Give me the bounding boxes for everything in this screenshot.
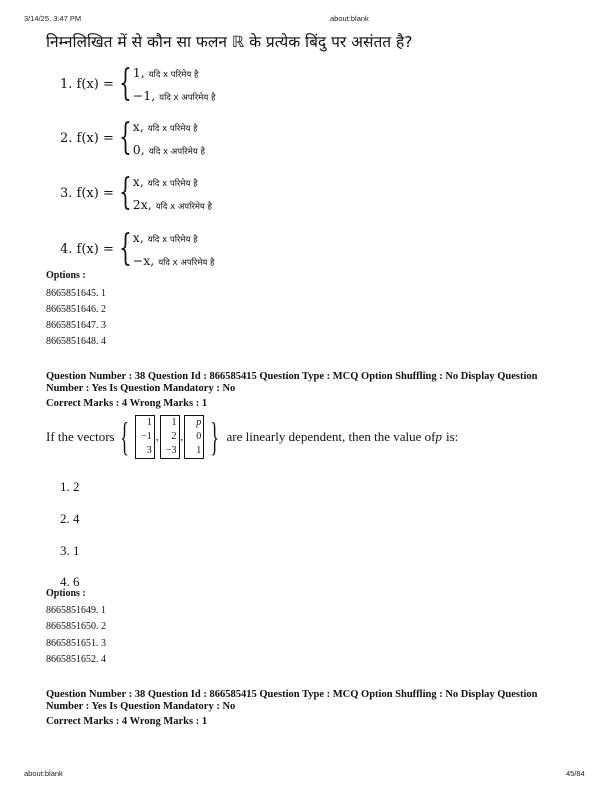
answer-choice: 2. 4 — [60, 511, 80, 526]
vector-entry: p — [196, 417, 202, 428]
vector-entry: −1 — [141, 431, 152, 442]
question-text-after: are linearly dependent, then the value of — [226, 429, 436, 444]
case-value: 1, — [132, 65, 145, 80]
option-id: 8665851645. 1 — [46, 288, 106, 299]
question-meta-line2: Number : Yes Is Question Mandatory : No — [46, 383, 236, 394]
vector-entry: 3 — [146, 445, 152, 456]
vector-3 — [184, 415, 204, 459]
case-condition: यदि x परिमेय है — [148, 70, 199, 80]
case-value: x, — [132, 230, 144, 245]
option-id: 8665851647. 3 — [46, 320, 106, 331]
case-condition: यदि x अपरिमेय है — [148, 147, 205, 157]
print-title: about:blank — [330, 14, 369, 23]
question-variable: p — [435, 429, 442, 444]
print-datetime: 3/14/25, 3:47 PM — [24, 14, 82, 23]
answer-choice: 3. 1 — [60, 543, 80, 558]
option-id: 8665851652. 4 — [46, 654, 106, 665]
question-text: If the vectors { 1 −1 3 , 1 2 −3 , p 0 1 } are linearly dependent, then the value of p is: — [46, 414, 459, 459]
question-text-before: If the vectors — [46, 429, 115, 444]
vector-2 — [160, 415, 180, 459]
vector-entry: 1 — [196, 445, 202, 456]
vector-entry: −3 — [165, 445, 177, 456]
question-marks: Correct Marks : 4 Wrong Marks : 1 — [46, 716, 208, 727]
question-meta-line1: Question Number : 38 Question Id : 866585415 Question Type : MCQ Option Shuffling : No Display Question — [46, 689, 538, 700]
function-label: 3. f(x) = — [60, 185, 114, 201]
case-condition: यदि x परिमेय है — [147, 179, 198, 189]
question-marks: Correct Marks : 4 Wrong Marks : 1 — [46, 398, 208, 409]
options-heading: Options : — [46, 270, 86, 281]
function-label: 4. f(x) = — [60, 241, 114, 257]
answer-choice: 1. 2 — [60, 479, 80, 494]
vector-entry: 1 — [171, 417, 177, 428]
function-3 — [60, 171, 212, 215]
vector-entry: 0 — [196, 431, 202, 442]
case-condition: यदि x परिमेय है — [147, 124, 198, 134]
function-1 — [60, 62, 215, 106]
option-id: 8665851650. 2 — [46, 621, 106, 632]
function-label: 1. f(x) = — [60, 76, 114, 92]
option-id: 8665851648. 4 — [46, 336, 106, 347]
question-text-end: is: — [446, 429, 459, 444]
right-brace-icon: } — [210, 414, 220, 459]
function-4 — [60, 227, 215, 271]
question-text-hindi: निम्नलिखित में से कौन सा फलन ℝ के प्रत्येक बिंदु पर असंतत है? — [46, 33, 413, 51]
option-id: 8665851651. 3 — [46, 638, 106, 649]
vector-1 — [135, 415, 155, 459]
left-brace-icon: { — [119, 414, 129, 459]
function-label: 2. f(x) = — [60, 130, 114, 146]
brace-icon: { — [119, 117, 132, 158]
case-value: x, — [132, 174, 144, 189]
option-id: 8665851649. 1 — [46, 605, 106, 616]
option-id: 8665851646. 2 — [46, 304, 106, 315]
brace-icon: { — [119, 172, 132, 213]
question-meta-line1: Question Number : 38 Question Id : 866585415 Question Type : MCQ Option Shuffling : No Display Question — [46, 371, 538, 382]
brace-icon: { — [119, 63, 132, 104]
case-value: −1, — [132, 88, 156, 103]
answer-choice: 4. 6 — [60, 574, 80, 589]
case-condition: यदि x अपरिमेय है — [158, 258, 215, 268]
vector-entry: 2 — [171, 431, 177, 442]
case-condition: यदि x परिमेय है — [147, 235, 198, 245]
case-value: 0, — [132, 142, 145, 157]
options-heading: Options : — [46, 588, 86, 599]
page-number: 45/84 — [566, 769, 585, 778]
case-condition: यदि x अपरिमेय है — [159, 93, 216, 103]
function-2 — [60, 116, 205, 160]
case-value: −x, — [132, 253, 155, 268]
footer-url: about:blank — [24, 769, 63, 778]
brace-icon: { — [119, 228, 132, 269]
case-value: 2x, — [132, 197, 152, 212]
case-value: x, — [132, 119, 144, 134]
question-meta-line2: Number : Yes Is Question Mandatory : No — [46, 701, 236, 712]
case-condition: यदि x अपरिमेय है — [155, 202, 213, 212]
vector-entry: 1 — [146, 417, 152, 428]
